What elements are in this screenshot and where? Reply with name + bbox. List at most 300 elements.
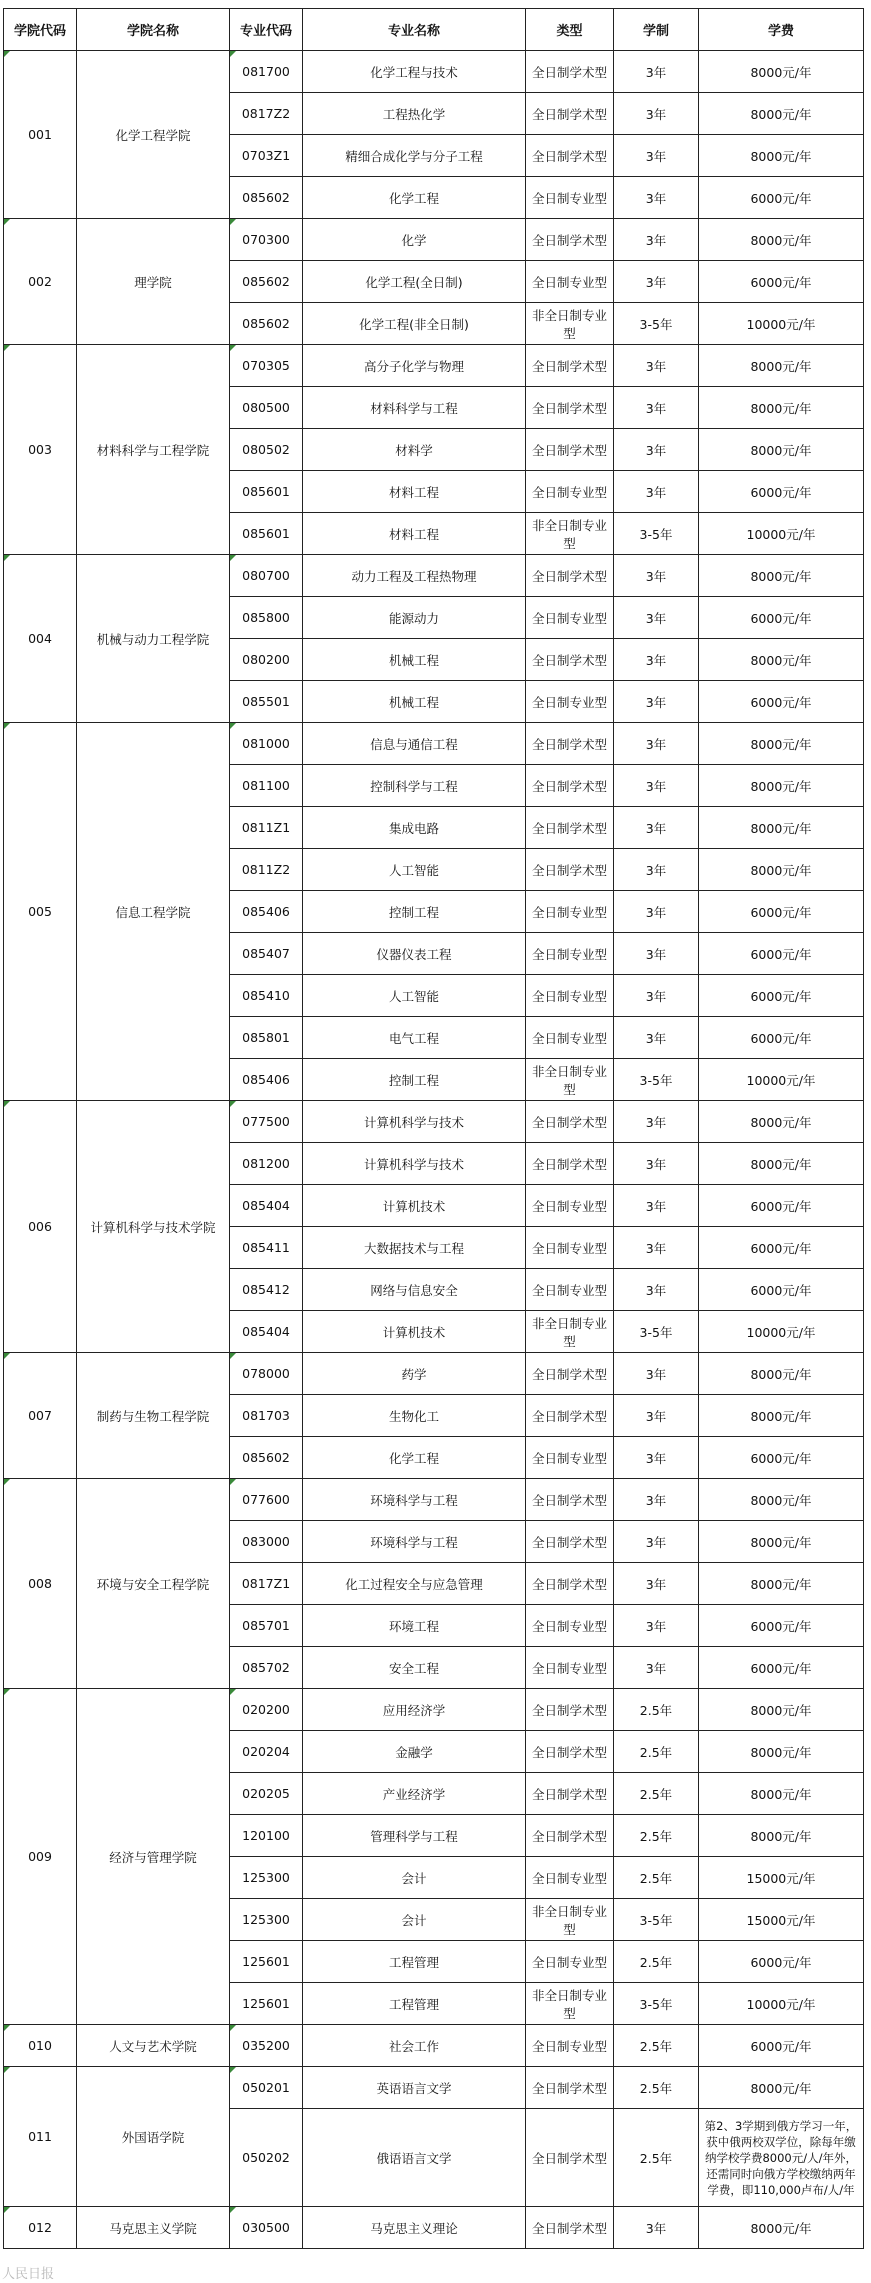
program-type-cell: 全日制学术型 [526,51,614,93]
program-type-cell: 全日制学术型 [526,135,614,177]
table-row [4,51,864,93]
program-code-cell: 030500 [230,2207,303,2249]
program-tuition-cell: 6000元/年 [699,975,864,1017]
program-code-cell: 083000 [230,1521,303,1563]
program-type-cell: 全日制专业型 [526,2025,614,2067]
program-duration-cell: 3-5年 [614,303,699,345]
program-duration-cell: 3年 [614,1479,699,1521]
college-name-cell: 环境与安全工程学院 [77,1479,230,1689]
college-name-cell: 经济与管理学院 [77,1689,230,2025]
program-name-cell: 大数据技术与工程 [303,1227,526,1269]
program-duration-cell: 3年 [614,849,699,891]
program-name-cell: 工程管理 [303,1941,526,1983]
program-duration-cell: 3年 [614,1185,699,1227]
program-tuition-cell: 10000元/年 [699,1311,864,1353]
program-code-cell: 085601 [230,513,303,555]
program-duration-cell: 3-5年 [614,1059,699,1101]
program-type-cell: 全日制专业型 [526,1857,614,1899]
college-name-cell: 理学院 [77,219,230,345]
program-name-cell: 材料工程 [303,513,526,555]
program-code-cell: 085410 [230,975,303,1017]
program-duration-cell: 2.5年 [614,1731,699,1773]
program-duration-cell: 2.5年 [614,2109,699,2207]
header-program-code: 专业代码 [230,9,303,51]
program-tuition-cell: 8000元/年 [699,1563,864,1605]
program-tuition-cell: 6000元/年 [699,261,864,303]
program-name-cell: 工程管理 [303,1983,526,2025]
program-tuition-cell: 15000元/年 [699,1899,864,1941]
program-code-cell: 085701 [230,1605,303,1647]
program-tuition-cell: 8000元/年 [699,135,864,177]
program-code-cell: 085602 [230,177,303,219]
program-name-cell: 俄语语言文学 [303,2109,526,2207]
program-name-cell: 应用经济学 [303,1689,526,1731]
program-type-cell: 全日制专业型 [526,1269,614,1311]
header-college-code: 学院代码 [4,9,77,51]
program-duration-cell: 3年 [614,1521,699,1563]
program-code-cell: 085404 [230,1185,303,1227]
program-duration-cell: 3年 [614,891,699,933]
header-college-name: 学院名称 [77,9,230,51]
program-type-cell: 全日制专业型 [526,1227,614,1269]
program-tuition-cell: 8000元/年 [699,345,864,387]
college-name-cell: 制药与生物工程学院 [77,1353,230,1479]
program-name-cell: 会计 [303,1899,526,1941]
program-tuition-cell: 8000元/年 [699,1395,864,1437]
college-code-cell: 002 [4,219,77,345]
program-code-cell: 0817Z2 [230,93,303,135]
program-duration-cell: 3年 [614,261,699,303]
table-row [4,1101,864,1143]
program-name-cell: 产业经济学 [303,1773,526,1815]
program-code-cell: 085411 [230,1227,303,1269]
program-duration-cell: 3年 [614,51,699,93]
program-duration-cell: 2.5年 [614,1773,699,1815]
program-tuition-cell: 6000元/年 [699,933,864,975]
program-type-cell: 全日制学术型 [526,1143,614,1185]
program-duration-cell: 3年 [614,723,699,765]
program-name-cell: 人工智能 [303,849,526,891]
program-duration-cell: 3年 [614,1563,699,1605]
program-duration-cell: 2.5年 [614,1689,699,1731]
program-code-cell: 077500 [230,1101,303,1143]
program-name-cell: 材料科学与工程 [303,387,526,429]
program-code-cell: 081703 [230,1395,303,1437]
college-name-cell: 信息工程学院 [77,723,230,1101]
program-type-cell: 全日制学术型 [526,1521,614,1563]
program-tuition-cell: 8000元/年 [699,849,864,891]
program-code-cell: 081100 [230,765,303,807]
program-type-cell: 非全日制专业型 [526,1899,614,1941]
program-type-cell: 全日制学术型 [526,849,614,891]
program-duration-cell: 3年 [614,2207,699,2249]
table-row [4,1353,864,1395]
program-code-cell: 0703Z1 [230,135,303,177]
program-tuition-cell: 8000元/年 [699,1353,864,1395]
program-code-cell: 081700 [230,51,303,93]
table-row [4,1479,864,1521]
program-name-cell: 动力工程及工程热物理 [303,555,526,597]
program-name-cell: 人工智能 [303,975,526,1017]
program-tuition-cell: 8000元/年 [699,93,864,135]
program-type-cell: 非全日制专业型 [526,513,614,555]
program-duration-cell: 3年 [614,1395,699,1437]
program-type-cell: 全日制学术型 [526,1563,614,1605]
program-tuition-cell: 8000元/年 [699,1815,864,1857]
table-row [4,555,864,597]
program-tuition-cell: 8000元/年 [699,723,864,765]
program-type-cell: 全日制专业型 [526,261,614,303]
program-name-cell: 化学工程(全日制) [303,261,526,303]
program-type-cell: 全日制专业型 [526,1437,614,1479]
program-name-cell: 化工过程安全与应急管理 [303,1563,526,1605]
header-duration: 学制 [614,9,699,51]
program-tuition-cell: 8000元/年 [699,387,864,429]
header-type: 类型 [526,9,614,51]
program-name-cell: 英语语言文学 [303,2067,526,2109]
program-tuition-cell: 8000元/年 [699,1689,864,1731]
program-type-cell: 全日制学术型 [526,429,614,471]
program-type-cell: 全日制学术型 [526,345,614,387]
college-code-cell: 009 [4,1689,77,2025]
program-code-cell: 085501 [230,681,303,723]
table-row [4,345,864,387]
program-type-cell: 全日制学术型 [526,555,614,597]
program-code-cell: 080700 [230,555,303,597]
program-duration-cell: 3年 [614,429,699,471]
program-duration-cell: 3年 [614,1647,699,1689]
program-code-cell: 085602 [230,261,303,303]
program-tuition-cell: 6000元/年 [699,1185,864,1227]
program-name-cell: 工程热化学 [303,93,526,135]
program-tuition-cell: 8000元/年 [699,1101,864,1143]
program-code-cell: 085406 [230,1059,303,1101]
program-name-cell: 控制科学与工程 [303,765,526,807]
college-code-cell: 007 [4,1353,77,1479]
table-row [4,723,864,765]
program-name-cell: 化学工程(非全日制) [303,303,526,345]
program-duration-cell: 3-5年 [614,1983,699,2025]
program-type-cell: 非全日制专业型 [526,1983,614,2025]
program-type-cell: 全日制学术型 [526,723,614,765]
header-row [4,9,864,51]
program-name-cell: 化学 [303,219,526,261]
program-duration-cell: 3年 [614,1227,699,1269]
program-code-cell: 080500 [230,387,303,429]
program-code-cell: 125601 [230,1983,303,2025]
program-name-cell: 控制工程 [303,891,526,933]
program-code-cell: 125300 [230,1899,303,1941]
program-code-cell: 125300 [230,1857,303,1899]
program-type-cell: 全日制学术型 [526,2067,614,2109]
program-duration-cell: 3年 [614,807,699,849]
program-code-cell: 120100 [230,1815,303,1857]
program-type-cell: 非全日制专业型 [526,303,614,345]
program-name-cell: 集成电路 [303,807,526,849]
program-name-cell: 管理科学与工程 [303,1815,526,1857]
college-code-cell: 012 [4,2207,77,2249]
program-tuition-cell: 8000元/年 [699,2067,864,2109]
program-tuition-cell: 8000元/年 [699,807,864,849]
program-name-cell: 材料工程 [303,471,526,513]
program-tuition-cell: 10000元/年 [699,1059,864,1101]
watermark: 人民日报 [2,2267,55,2282]
program-duration-cell: 3年 [614,597,699,639]
program-name-cell: 计算机技术 [303,1185,526,1227]
program-name-cell: 电气工程 [303,1017,526,1059]
program-duration-cell: 3年 [614,1017,699,1059]
program-code-cell: 035200 [230,2025,303,2067]
program-duration-cell: 3年 [614,975,699,1017]
program-type-cell: 非全日制专业型 [526,1059,614,1101]
program-type-cell: 全日制学术型 [526,1479,614,1521]
program-code-cell: 085601 [230,471,303,513]
program-name-cell: 仪器仪表工程 [303,933,526,975]
program-tuition-cell: 6000元/年 [699,1605,864,1647]
program-name-cell: 化学工程与技术 [303,51,526,93]
program-type-cell: 全日制专业型 [526,891,614,933]
program-tuition-cell: 6000元/年 [699,891,864,933]
college-name-cell: 马克思主义学院 [77,2207,230,2249]
program-tuition-cell: 8000元/年 [699,1773,864,1815]
program-tuition-cell: 6000元/年 [699,681,864,723]
program-code-cell: 085407 [230,933,303,975]
program-duration-cell: 3年 [614,555,699,597]
program-tuition-cell: 10000元/年 [699,303,864,345]
program-duration-cell: 3年 [614,639,699,681]
program-tuition-cell: 8000元/年 [699,1143,864,1185]
program-type-cell: 全日制专业型 [526,681,614,723]
program-tuition-cell: 8000元/年 [699,765,864,807]
program-code-cell: 0817Z1 [230,1563,303,1605]
program-name-cell: 药学 [303,1353,526,1395]
program-duration-cell: 3年 [614,135,699,177]
program-type-cell: 全日制学术型 [526,1689,614,1731]
program-name-cell: 社会工作 [303,2025,526,2067]
program-tuition-cell: 6000元/年 [699,1269,864,1311]
program-duration-cell: 3年 [614,1605,699,1647]
college-code-cell: 001 [4,51,77,219]
header-tuition: 学费 [699,9,864,51]
program-duration-cell: 2.5年 [614,2025,699,2067]
program-code-cell: 085801 [230,1017,303,1059]
program-name-cell: 化学工程 [303,1437,526,1479]
program-code-cell: 081200 [230,1143,303,1185]
program-tuition-cell: 8000元/年 [699,1731,864,1773]
program-tuition-cell: 15000元/年 [699,1857,864,1899]
program-tuition-cell: 8000元/年 [699,51,864,93]
program-name-cell: 生物化工 [303,1395,526,1437]
college-name-cell: 化学工程学院 [77,51,230,219]
program-type-cell: 全日制学术型 [526,1395,614,1437]
program-tuition-cell: 6000元/年 [699,177,864,219]
program-code-cell: 081000 [230,723,303,765]
program-tuition-cell: 6000元/年 [699,1647,864,1689]
program-name-cell: 材料学 [303,429,526,471]
program-type-cell: 全日制学术型 [526,1773,614,1815]
program-tuition-cell: 第2、3学期到俄方学习一年，获中俄两校双学位，除每年缴纳学校学费8000元/人/年外，还需同时向俄方学校缴纳两年学费，即110,000卢布/人/年 [699,2109,864,2207]
table-row [4,2067,864,2109]
program-duration-cell: 2.5年 [614,1815,699,1857]
program-code-cell: 080200 [230,639,303,681]
program-code-cell: 085800 [230,597,303,639]
program-code-cell: 085602 [230,1437,303,1479]
program-type-cell: 全日制学术型 [526,765,614,807]
program-name-cell: 机械工程 [303,639,526,681]
program-name-cell: 环境科学与工程 [303,1521,526,1563]
program-tuition-cell: 8000元/年 [699,219,864,261]
program-code-cell: 020200 [230,1689,303,1731]
program-code-cell: 078000 [230,1353,303,1395]
program-code-cell: 085602 [230,303,303,345]
program-type-cell: 全日制学术型 [526,639,614,681]
program-duration-cell: 2.5年 [614,1857,699,1899]
program-name-cell: 高分子化学与物理 [303,345,526,387]
table-body [4,51,864,2249]
tuition-table [3,8,864,2249]
program-type-cell: 全日制专业型 [526,1941,614,1983]
program-tuition-cell: 8000元/年 [699,555,864,597]
program-type-cell: 全日制专业型 [526,1185,614,1227]
program-duration-cell: 3年 [614,387,699,429]
program-tuition-cell: 8000元/年 [699,1521,864,1563]
program-name-cell: 环境工程 [303,1605,526,1647]
program-code-cell: 070300 [230,219,303,261]
program-type-cell: 全日制学术型 [526,93,614,135]
program-type-cell: 全日制学术型 [526,2109,614,2207]
program-type-cell: 全日制学术型 [526,1353,614,1395]
program-code-cell: 0811Z2 [230,849,303,891]
program-code-cell: 085702 [230,1647,303,1689]
program-code-cell: 080502 [230,429,303,471]
program-duration-cell: 3年 [614,933,699,975]
program-name-cell: 网络与信息安全 [303,1269,526,1311]
program-name-cell: 计算机科学与技术 [303,1143,526,1185]
program-duration-cell: 3年 [614,177,699,219]
college-code-cell: 005 [4,723,77,1101]
program-code-cell: 050202 [230,2109,303,2207]
program-code-cell: 0811Z1 [230,807,303,849]
program-name-cell: 计算机科学与技术 [303,1101,526,1143]
college-name-cell: 外国语学院 [77,2067,230,2207]
program-duration-cell: 3年 [614,471,699,513]
program-type-cell: 全日制学术型 [526,387,614,429]
program-duration-cell: 3年 [614,93,699,135]
program-code-cell: 125601 [230,1941,303,1983]
program-type-cell: 全日制专业型 [526,1605,614,1647]
program-duration-cell: 2.5年 [614,2067,699,2109]
program-name-cell: 能源动力 [303,597,526,639]
program-name-cell: 会计 [303,1857,526,1899]
table-row [4,2025,864,2067]
program-name-cell: 马克思主义理论 [303,2207,526,2249]
college-name-cell: 人文与艺术学院 [77,2025,230,2067]
college-code-cell: 010 [4,2025,77,2067]
program-name-cell: 信息与通信工程 [303,723,526,765]
program-code-cell: 077600 [230,1479,303,1521]
college-name-cell: 材料科学与工程学院 [77,345,230,555]
program-name-cell: 精细合成化学与分子工程 [303,135,526,177]
program-code-cell: 085404 [230,1311,303,1353]
program-type-cell: 全日制学术型 [526,807,614,849]
program-tuition-cell: 6000元/年 [699,1941,864,1983]
college-name-cell: 计算机科学与技术学院 [77,1101,230,1353]
program-name-cell: 计算机技术 [303,1311,526,1353]
program-tuition-cell: 6000元/年 [699,1017,864,1059]
program-name-cell: 机械工程 [303,681,526,723]
college-name-cell: 机械与动力工程学院 [77,555,230,723]
program-type-cell: 全日制学术型 [526,1101,614,1143]
program-duration-cell: 3-5年 [614,1899,699,1941]
table-row [4,2207,864,2249]
program-tuition-cell: 8000元/年 [699,429,864,471]
program-duration-cell: 3年 [614,1101,699,1143]
table-row [4,219,864,261]
program-code-cell: 020204 [230,1731,303,1773]
program-type-cell: 全日制专业型 [526,1647,614,1689]
program-type-cell: 全日制专业型 [526,1017,614,1059]
program-code-cell: 070305 [230,345,303,387]
program-type-cell: 全日制学术型 [526,1815,614,1857]
program-name-cell: 化学工程 [303,177,526,219]
program-duration-cell: 3-5年 [614,513,699,555]
program-tuition-cell: 8000元/年 [699,1479,864,1521]
college-code-cell: 006 [4,1101,77,1353]
program-duration-cell: 3年 [614,1437,699,1479]
program-tuition-cell: 6000元/年 [699,1227,864,1269]
program-duration-cell: 3-5年 [614,1311,699,1353]
table-row [4,1689,864,1731]
program-tuition-cell: 8000元/年 [699,639,864,681]
program-name-cell: 环境科学与工程 [303,1479,526,1521]
program-name-cell: 控制工程 [303,1059,526,1101]
program-type-cell: 全日制学术型 [526,2207,614,2249]
program-code-cell: 020205 [230,1773,303,1815]
program-duration-cell: 3年 [614,1353,699,1395]
program-tuition-cell: 10000元/年 [699,513,864,555]
program-type-cell: 全日制专业型 [526,471,614,513]
program-code-cell: 085406 [230,891,303,933]
program-type-cell: 全日制专业型 [526,933,614,975]
program-type-cell: 全日制专业型 [526,177,614,219]
program-duration-cell: 3年 [614,219,699,261]
college-code-cell: 011 [4,2067,77,2207]
program-tuition-cell: 10000元/年 [699,1983,864,2025]
college-code-cell: 008 [4,1479,77,1689]
program-duration-cell: 2.5年 [614,1941,699,1983]
program-tuition-cell: 6000元/年 [699,597,864,639]
program-name-cell: 安全工程 [303,1647,526,1689]
program-tuition-cell: 6000元/年 [699,471,864,513]
program-duration-cell: 3年 [614,1269,699,1311]
program-code-cell: 050201 [230,2067,303,2109]
program-type-cell: 全日制专业型 [526,975,614,1017]
program-code-cell: 085412 [230,1269,303,1311]
header-program-name: 专业名称 [303,9,526,51]
program-type-cell: 全日制学术型 [526,219,614,261]
college-code-cell: 004 [4,555,77,723]
program-tuition-cell: 6000元/年 [699,2025,864,2067]
table-header [4,9,864,51]
program-tuition-cell: 8000元/年 [699,2207,864,2249]
program-duration-cell: 3年 [614,345,699,387]
program-type-cell: 全日制学术型 [526,1731,614,1773]
program-duration-cell: 3年 [614,681,699,723]
program-type-cell: 非全日制专业型 [526,1311,614,1353]
program-duration-cell: 3年 [614,765,699,807]
program-tuition-cell: 6000元/年 [699,1437,864,1479]
program-name-cell: 金融学 [303,1731,526,1773]
